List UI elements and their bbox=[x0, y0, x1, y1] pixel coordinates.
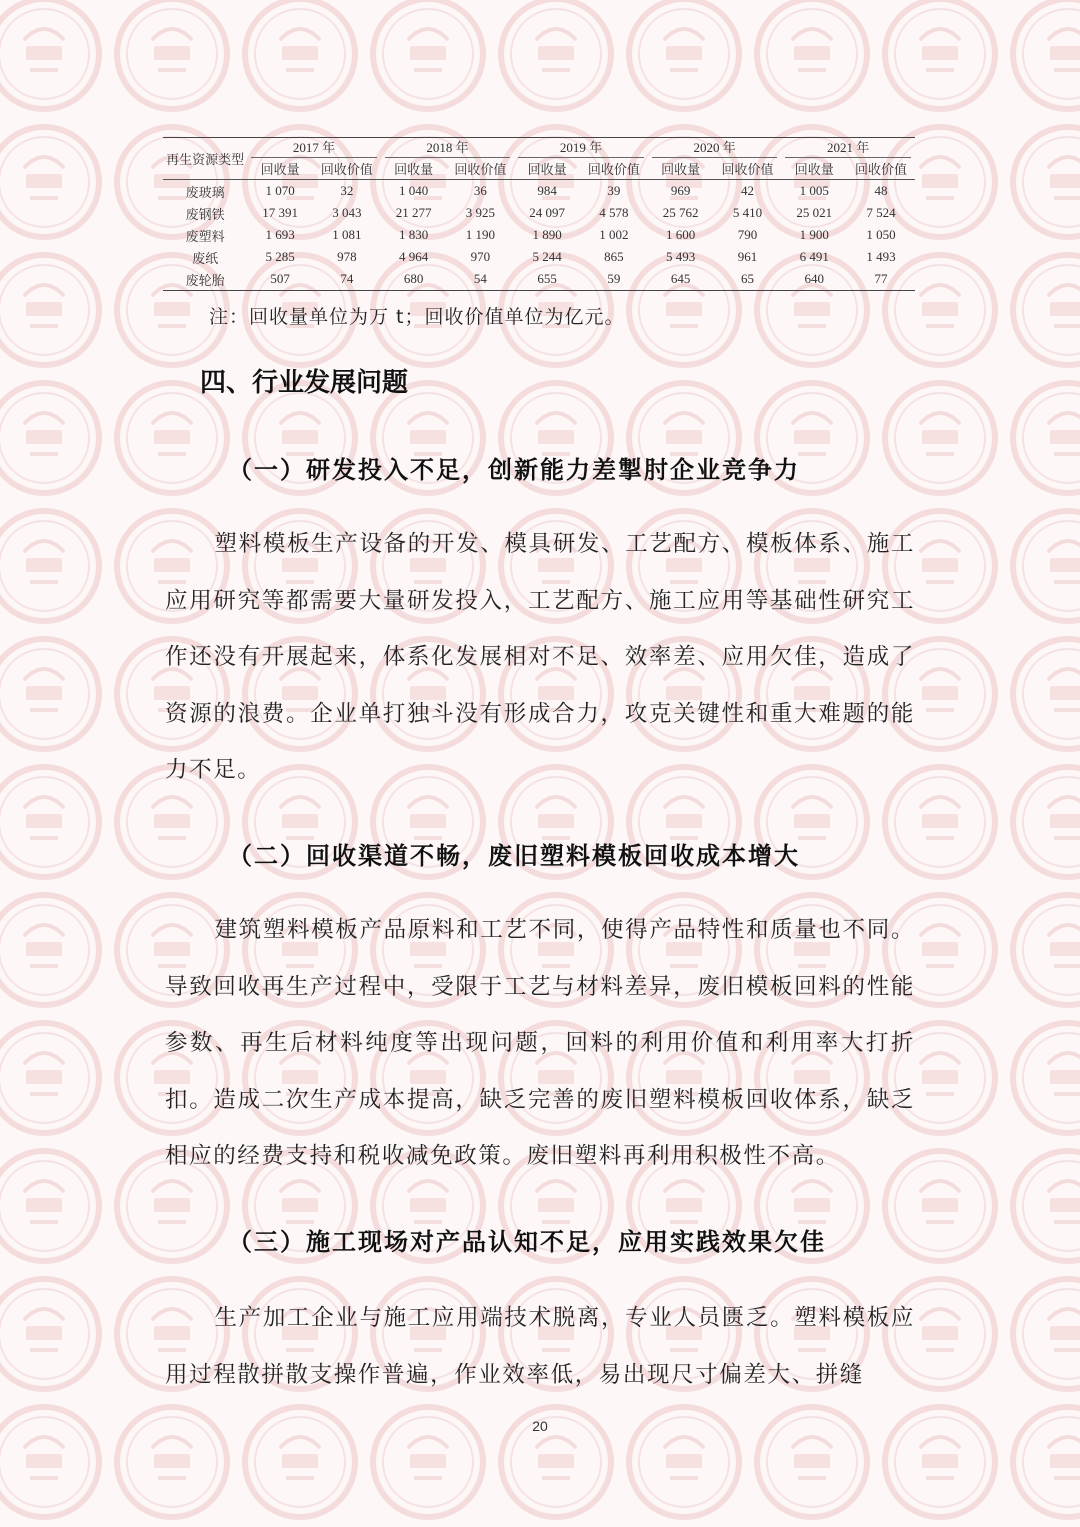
table-subheader: 回收价值 bbox=[714, 158, 782, 180]
page-number: 20 bbox=[532, 1418, 548, 1434]
table-cell: 5 244 bbox=[532, 249, 562, 264]
table-body bbox=[163, 180, 915, 291]
table-note: 注：回收量单位为万 t；回收价值单位为亿元。 bbox=[209, 306, 625, 328]
table-year-header: 2018 年 bbox=[381, 138, 515, 159]
table-cell: 59 bbox=[580, 268, 648, 291]
table-cell: 1 493 bbox=[866, 249, 896, 264]
table-cell: 21 277 bbox=[395, 205, 432, 220]
table-cell-type: 废玻璃 bbox=[185, 184, 225, 200]
table-cell: 1 600 bbox=[666, 227, 696, 242]
table-year-header: 2019 年 bbox=[514, 138, 648, 159]
table-cell: 969 bbox=[670, 183, 691, 198]
table-cell-type: 废轮胎 bbox=[163, 268, 247, 291]
subsection-title-3: （三）施工现场对产品认知不足，应用实践效果欠佳 bbox=[228, 1228, 826, 1256]
subsection-title-2: （二）回收渠道不畅，废旧塑料模板回收成本增大 bbox=[228, 842, 800, 870]
table-cell: 1 190 bbox=[465, 227, 495, 242]
table-cell: 961 bbox=[737, 249, 758, 264]
table-subheader: 回收价值 bbox=[580, 158, 648, 180]
table-cell: 24 097 bbox=[529, 205, 566, 220]
table-row bbox=[163, 224, 915, 246]
table-cell: 6 491 bbox=[799, 249, 829, 264]
table-subheader: 回收价值 bbox=[313, 158, 381, 180]
table-cell: 865 bbox=[604, 249, 624, 264]
table-cell: 790 bbox=[737, 227, 758, 242]
table-row bbox=[163, 246, 915, 268]
table-cell: 36 bbox=[473, 183, 487, 198]
table-cell: 32 bbox=[340, 183, 354, 198]
paragraph-1: 塑料模板生产设备的开发、模具研发、工艺配方、模板体系、施工应用研究等都需要大量研发投入，工艺配方、施工应用等基础性研究工作还没有开展起来，体系化发展相对不足、效率差、应用欠佳，造成了资源的浪费。企业单打独斗没有形成合力，攻克关键性和重大难题的能力不足。 bbox=[165, 531, 915, 783]
table-cell: 645 bbox=[648, 268, 714, 291]
table-year-header: 2017 年 bbox=[247, 138, 381, 159]
table-cell: 1 900 bbox=[799, 227, 829, 242]
table-cell-type: 废钢铁 bbox=[185, 206, 225, 222]
table-cell: 1 005 bbox=[799, 183, 829, 198]
table-cell: 7 524 bbox=[866, 205, 896, 220]
table-cell: 1 890 bbox=[532, 227, 562, 242]
table-subheader: 回收量 bbox=[514, 158, 580, 180]
paragraph-2: 建筑塑料模板产品原料和工艺不同，使得产品特性和质量也不同。导致回收再生产过程中，受限于工艺与材料差异，废旧模板回料的性能参数、再生后材料纯度等出现问题，回料的利用价值和利用率大打折扣。造成二次生产成本提高，缺乏完善的废旧塑料模板回收体系，缺乏相应的经费支持和税收减免政策。废旧塑料再利用积极性不高。 bbox=[165, 917, 915, 1169]
table-subheader: 回收价值 bbox=[847, 158, 915, 180]
table-row bbox=[163, 268, 915, 291]
table-cell: 74 bbox=[313, 268, 381, 291]
table-cell: 1 050 bbox=[866, 227, 896, 242]
table-year-header: 2021 年 bbox=[781, 138, 915, 159]
table-subheader: 回收价值 bbox=[446, 158, 514, 180]
table-subheader: 回收量 bbox=[781, 158, 847, 180]
table-cell: 39 bbox=[607, 183, 621, 198]
table-cell-type: 废纸 bbox=[192, 250, 219, 266]
section-title: 四、行业发展问题 bbox=[200, 368, 409, 398]
table-subheader: 回收量 bbox=[381, 158, 447, 180]
subsection-title-1: （一）研发投入不足，创新能力差掣肘企业竞争力 bbox=[228, 456, 800, 484]
table-cell: 4 964 bbox=[398, 249, 429, 264]
table-row bbox=[163, 180, 915, 203]
table-cell: 507 bbox=[247, 268, 313, 291]
table-cell: 4 578 bbox=[599, 205, 629, 220]
table-cell: 640 bbox=[781, 268, 847, 291]
table-cell: 54 bbox=[446, 268, 514, 291]
recycling-table bbox=[163, 137, 915, 291]
table-type-header: 再生资源类型 bbox=[163, 138, 247, 180]
table-cell: 655 bbox=[514, 268, 580, 291]
table-cell: 5 285 bbox=[265, 249, 295, 264]
table-cell: 65 bbox=[714, 268, 782, 291]
table-cell: 77 bbox=[847, 268, 915, 291]
table-cell: 1 002 bbox=[599, 227, 629, 242]
table-cell: 1 040 bbox=[398, 183, 429, 198]
paragraph-3: 生产加工企业与施工应用端技术脱离，专业人员匮乏。塑料模板应用过程散拼散支操作普遍，作业效率低，易出现尺寸偏差大、拼缝 bbox=[165, 1305, 915, 1388]
table-cell: 5 493 bbox=[666, 249, 696, 264]
table-cell: 978 bbox=[337, 249, 357, 264]
table-cell: 17 391 bbox=[262, 205, 298, 220]
table-cell: 48 bbox=[874, 183, 888, 198]
table-cell: 1 830 bbox=[398, 227, 429, 242]
table-cell: 1 070 bbox=[265, 183, 295, 198]
table-cell: 1 081 bbox=[332, 227, 362, 242]
table-year-header: 2020 年 bbox=[648, 138, 782, 159]
table-cell-type: 废塑料 bbox=[185, 228, 225, 244]
table-cell: 984 bbox=[537, 183, 557, 198]
table-cell: 25 762 bbox=[662, 205, 699, 220]
table-cell: 25 021 bbox=[796, 205, 833, 220]
table-subheader: 回收量 bbox=[648, 158, 714, 180]
table-cell: 680 bbox=[381, 268, 447, 291]
table-cell: 3 043 bbox=[332, 205, 362, 220]
table-cell: 3 925 bbox=[465, 205, 495, 220]
table-cell: 1 693 bbox=[265, 227, 295, 242]
table-cell: 5 410 bbox=[732, 205, 763, 220]
table-cell: 970 bbox=[470, 249, 491, 264]
table-cell: 42 bbox=[740, 183, 754, 198]
table-subheader: 回收量 bbox=[247, 158, 313, 180]
table-row bbox=[163, 202, 915, 224]
